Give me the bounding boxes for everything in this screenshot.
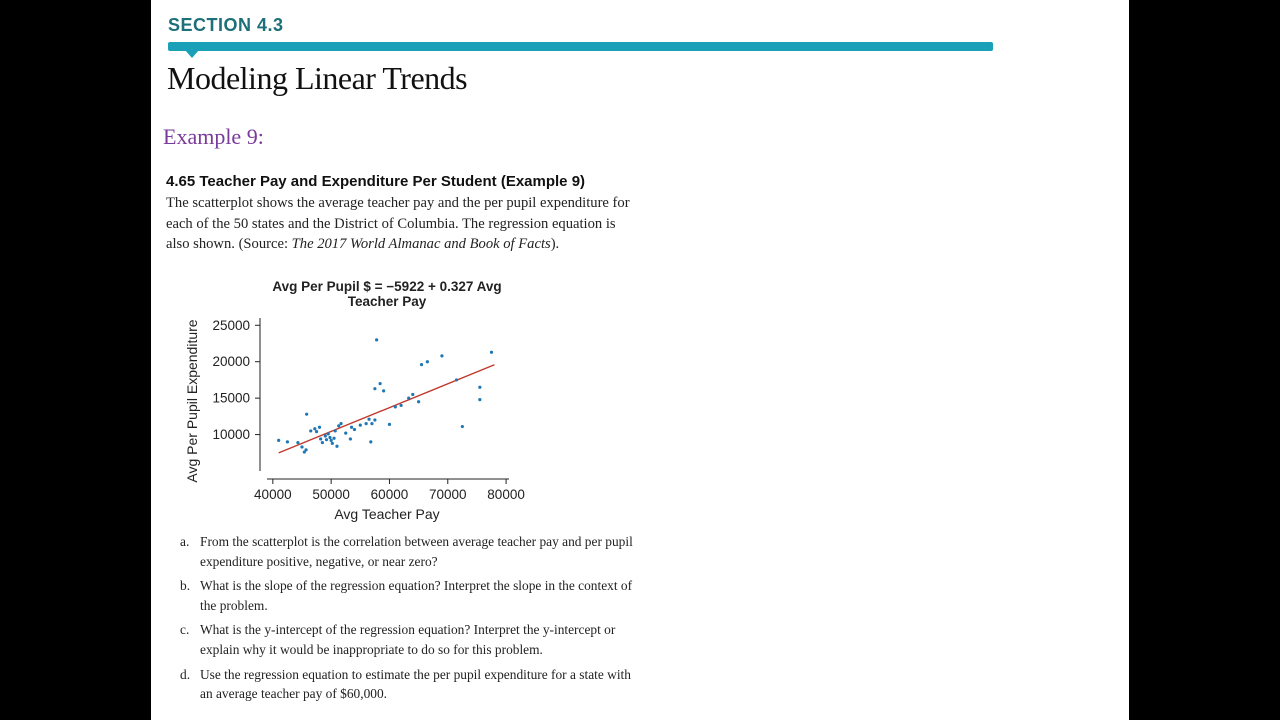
question-item <box>180 532 640 571</box>
data-point <box>328 436 331 439</box>
x-axis-label: Avg Teacher Pay <box>334 506 440 522</box>
data-point <box>324 434 327 437</box>
data-point <box>349 437 352 440</box>
data-point <box>296 441 299 444</box>
question-text: What is the slope of the regression equation? Interpret the slope in the context of the problem. <box>200 578 633 613</box>
data-point <box>315 430 318 433</box>
data-point <box>379 382 382 385</box>
chart-title-line2: Teacher Pay <box>347 294 427 309</box>
data-point <box>300 445 303 448</box>
section-label: SECTION 4.3 <box>168 15 284 35</box>
data-point <box>277 439 280 442</box>
data-point <box>325 438 328 441</box>
question-text: From the scatterplot is the correlation between average teacher pay and per pupil expenditure positive, negative, or near zero? <box>200 534 633 569</box>
data-point <box>318 426 321 429</box>
data-point <box>332 437 335 440</box>
chart-title-line1: Avg Per Pupil $ = −5922 + 0.327 Avg <box>272 279 502 294</box>
section-title: Modeling Linear Trends <box>167 60 468 96</box>
example-label: Example 9: <box>163 124 264 149</box>
data-point <box>319 437 322 440</box>
data-point <box>373 418 376 421</box>
x-tick-label: 60000 <box>370 487 409 502</box>
data-point <box>420 363 423 366</box>
data-point <box>455 378 458 381</box>
data-point <box>304 448 307 451</box>
data-point <box>339 422 342 425</box>
question-letter: c. <box>180 622 190 638</box>
y-tick-label: 20000 <box>212 354 250 370</box>
data-point <box>367 418 370 421</box>
problem-text-start: The scatterplot shows the average teacher pay and the per pupil expenditure for each of the 50 states and the District of Columbia. The regression equation is also shown. (Source: <box>166 195 630 252</box>
data-point <box>327 432 330 435</box>
data-point <box>330 439 333 442</box>
y-tick-label: 25000 <box>212 317 250 333</box>
question-text: What is the y-intercept of the regression equation? Interpret the y-intercept or explain why it would be inappropriate to do so for this problem. <box>200 622 616 657</box>
question-list <box>180 532 640 709</box>
problem-text-end: ). <box>550 236 560 252</box>
problem-source-title: The 2017 World Almanac and Book of Facts <box>291 236 551 252</box>
data-point <box>309 429 312 432</box>
section-rule <box>168 42 993 51</box>
data-point <box>370 422 373 425</box>
data-point <box>369 440 372 443</box>
x-tick-label: 70000 <box>428 487 467 502</box>
textbook-page <box>151 0 1129 720</box>
data-point <box>305 413 308 416</box>
y-tick-label: 15000 <box>212 390 250 406</box>
problem-description <box>166 193 636 255</box>
data-point <box>373 387 376 390</box>
question-letter: b. <box>180 578 191 594</box>
question-letter: d. <box>180 666 191 682</box>
data-point <box>365 422 368 425</box>
data-point <box>359 424 362 427</box>
regression-line <box>279 365 495 453</box>
data-point <box>335 445 338 448</box>
data-point <box>407 397 410 400</box>
data-point <box>353 428 356 431</box>
data-point <box>490 351 493 354</box>
data-point <box>337 424 340 427</box>
data-point <box>286 440 289 443</box>
question-item <box>180 620 640 659</box>
y-tick-label: 10000 <box>212 427 250 443</box>
x-tick-label: 50000 <box>312 487 350 502</box>
data-point <box>440 354 443 357</box>
data-point <box>334 429 337 432</box>
data-point <box>313 427 316 430</box>
data-point <box>375 338 378 341</box>
question-letter: a. <box>180 534 190 549</box>
data-point <box>382 389 385 392</box>
data-point <box>350 426 353 429</box>
data-point <box>461 425 464 428</box>
data-point <box>331 442 334 445</box>
data-point <box>321 441 324 444</box>
data-point <box>478 386 481 389</box>
data-point <box>417 400 420 403</box>
x-tick-label: 40000 <box>254 487 292 502</box>
question-item <box>180 665 640 704</box>
question-text: Use the regression equation to estimate the per pupil expenditure for a state with an average teacher pay of $60,000. <box>200 666 631 702</box>
y-axis-label: Avg Per Pupil Expenditure <box>184 319 200 483</box>
section-rule-notch <box>185 50 199 58</box>
data-point <box>426 360 429 363</box>
problem-title: 4.65 Teacher Pay and Expenditure Per Student (Example 9) <box>166 173 586 190</box>
scatterplot-chart <box>151 276 591 526</box>
data-point <box>394 405 397 408</box>
data-point <box>400 404 403 407</box>
data-point <box>344 432 347 435</box>
x-tick-label: 80000 <box>487 487 525 502</box>
data-point <box>411 393 414 396</box>
data-point <box>478 398 481 401</box>
data-point <box>388 423 391 426</box>
question-item <box>180 576 640 615</box>
